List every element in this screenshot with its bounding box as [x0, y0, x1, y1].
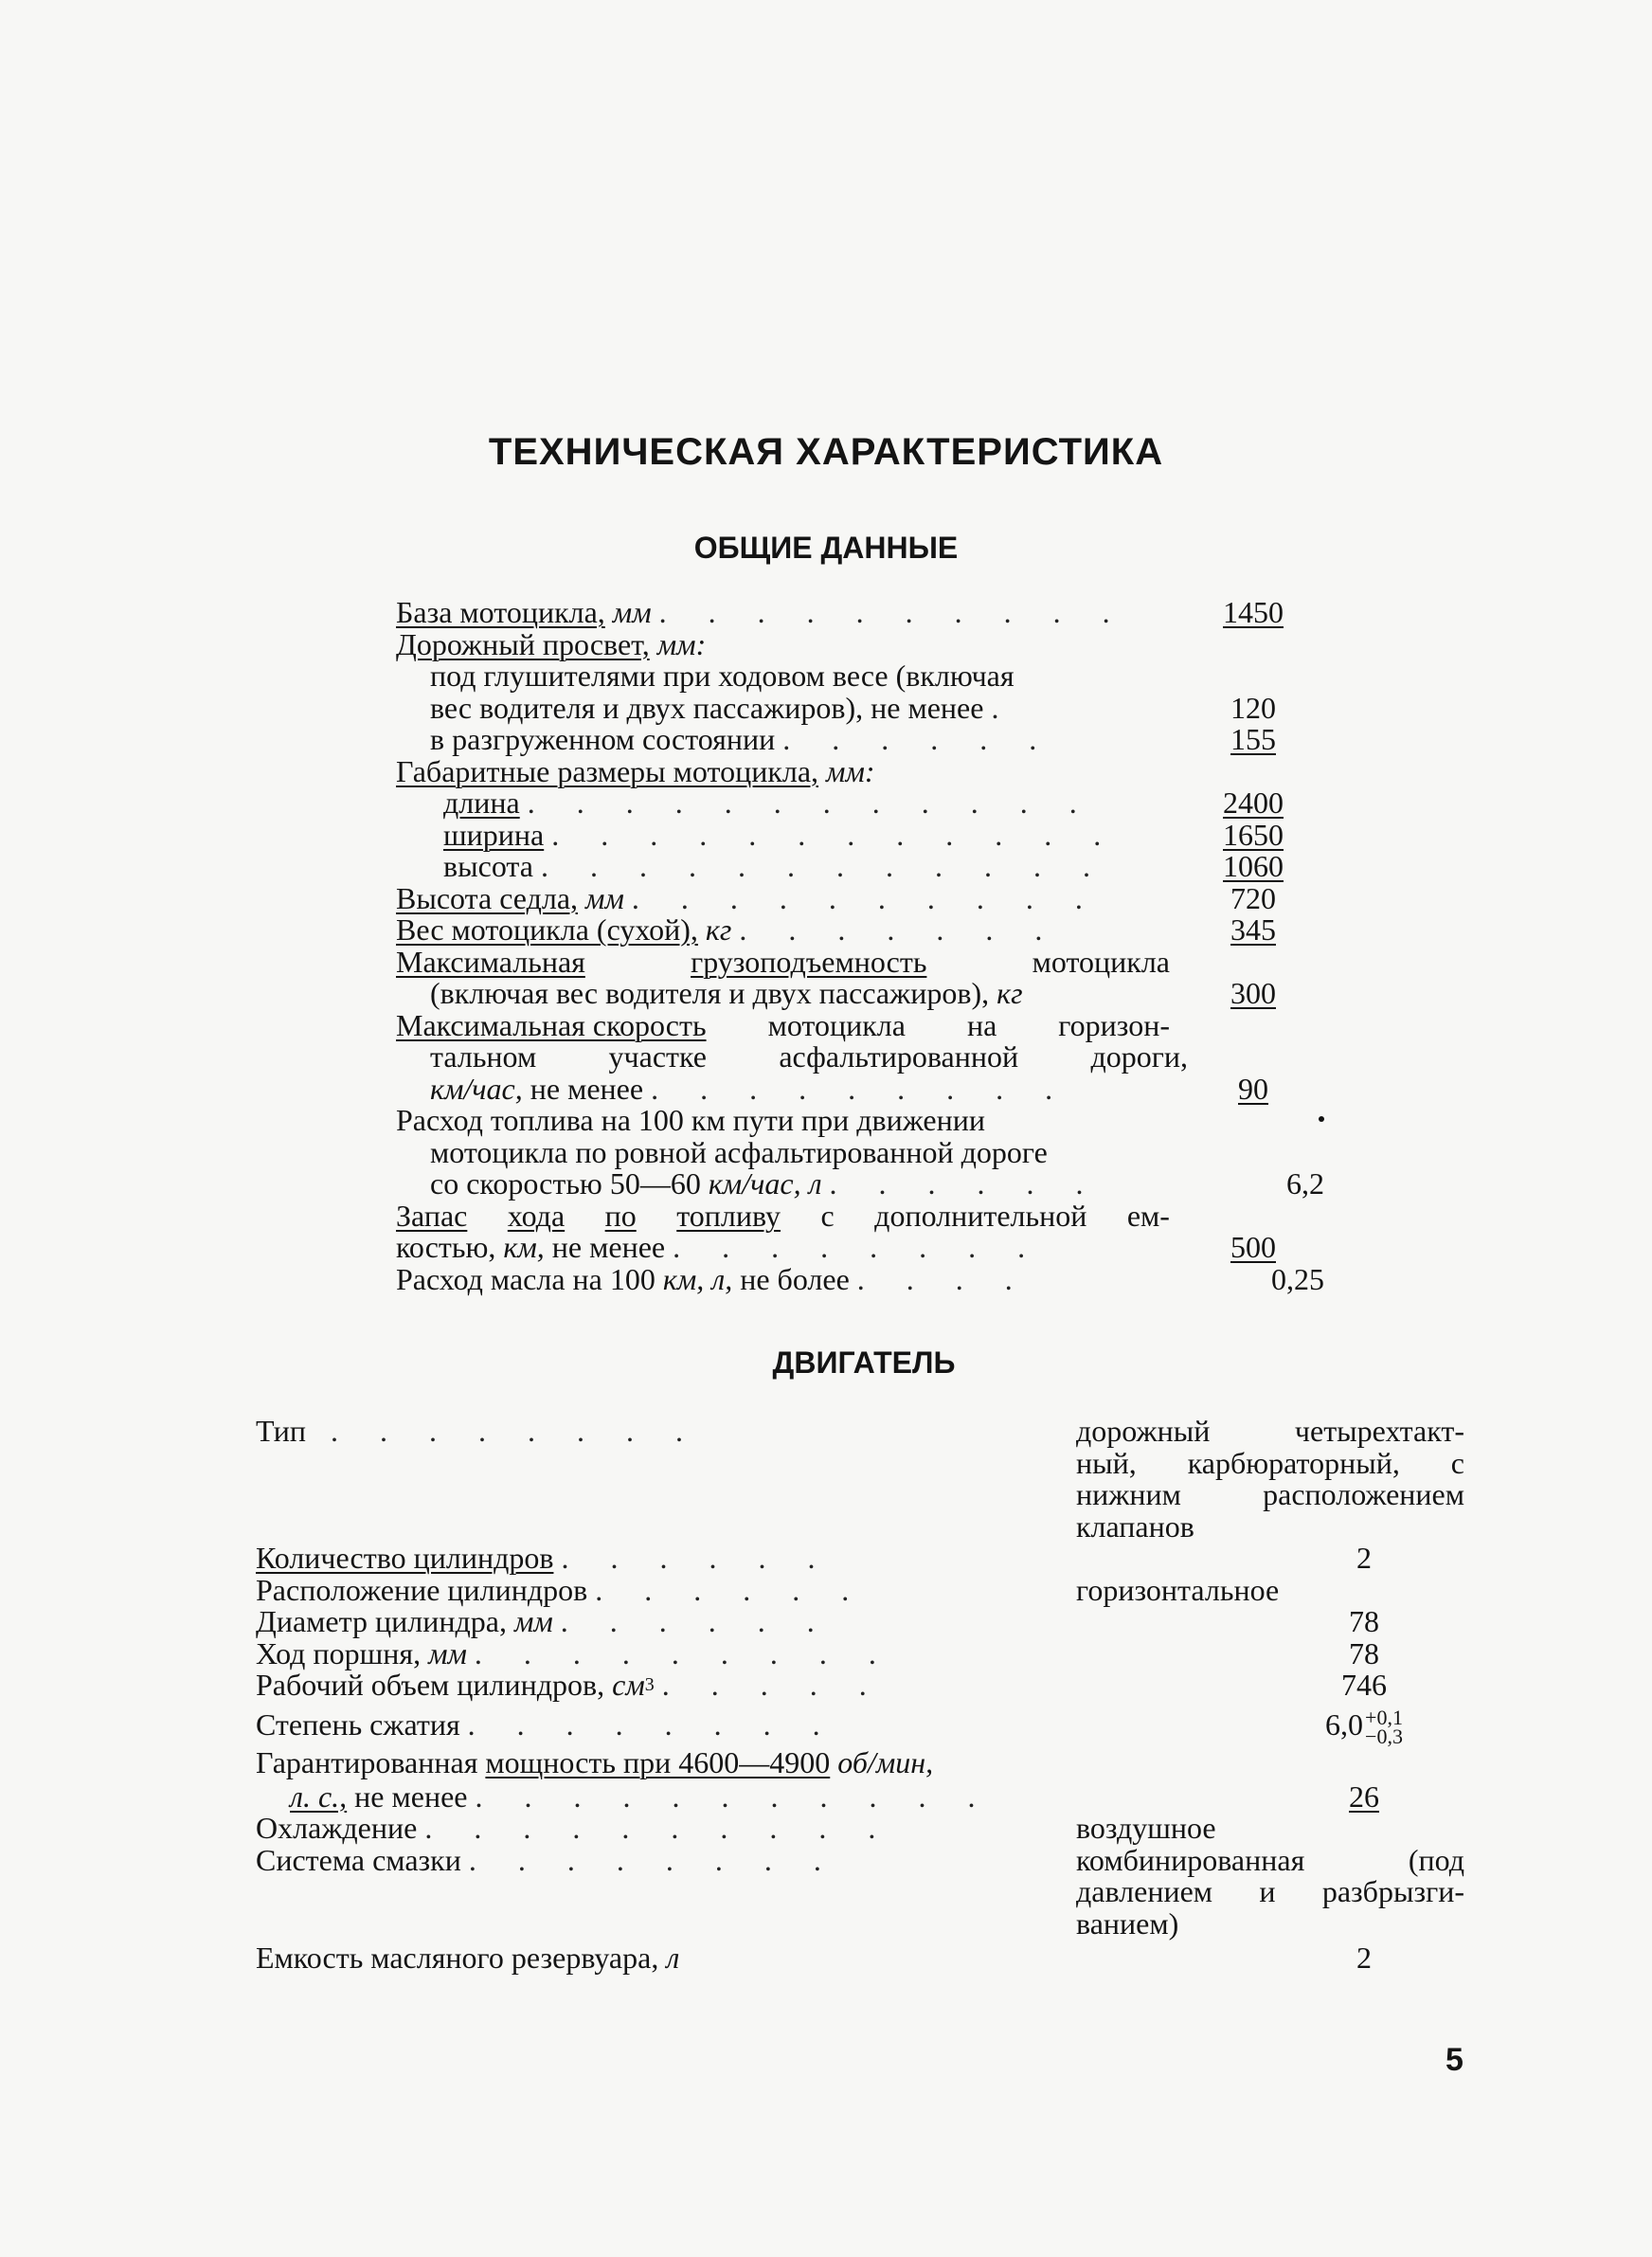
engine-value: 2 — [1356, 1541, 1372, 1575]
section-heading-general: ОБЩИЕ ДАННЫЕ — [693, 531, 959, 565]
general-data-list — [396, 595, 1324, 1296]
spec-value: 300 — [1230, 976, 1276, 1010]
engine-row-cooling: Охлаждение . . . . . . . . . . воздушное — [256, 1813, 1487, 1845]
spec-row-dimensions: Габаритные размеры мотоцикла, мм: — [396, 753, 875, 788]
engine-row-type: Тип . . . . . . . . дорожный четырехтакт- ный, карбюраторный, с нижним расположением клапанов — [256, 1414, 1464, 1544]
spec-value: 6,2 — [1286, 1166, 1324, 1201]
engine-row-bore: Диаметр цилиндра, мм . . . . . . 78 — [256, 1606, 1487, 1638]
engine-row-power-2: л. с., не менее . . . . . . . . . . . 26 — [256, 1781, 1487, 1814]
engine-value: 26 — [1349, 1779, 1379, 1814]
spec-row-speed-3: км/час, не менее . . . . . . . . . 90 — [396, 1074, 1305, 1106]
engine-value: воздушное — [1076, 1811, 1216, 1845]
spec-value: 720 — [1230, 880, 1276, 915]
ink-speck — [1319, 1116, 1324, 1122]
spec-row-weight: Вес мотоцикла (сухой), кг . . . . . . . 345 — [396, 914, 1305, 947]
spec-row-clearance-unloaded: в разгруженном состоянии . . . . . . 155 — [396, 724, 1305, 756]
spec-row-speed-2: тальном участке асфальтированной дороги, — [430, 1039, 1188, 1074]
engine-row-oil-tank: Емкость масляного резервуара, л 2 — [256, 1942, 1487, 1975]
section-heading-engine: ДВИГАТЕЛЬ — [772, 1345, 956, 1380]
spec-row-fuel-1: Расход топлива на 100 км пути при движении — [396, 1103, 985, 1137]
spec-row-fuel-2: мотоцикла по ровной асфальтированной дороге — [430, 1134, 1048, 1169]
engine-row-displacement: Рабочий объем цилиндров, $см^3$ . . . . . 746 — [256, 1670, 1487, 1702]
spec-value: 1650 — [1223, 817, 1284, 852]
engine-value: 2 — [1356, 1940, 1372, 1975]
engine-value: 746 — [1341, 1668, 1387, 1702]
spec-row-clearance-under-1: под глушителями при ходовом весе (включая — [430, 659, 1015, 693]
spec-value: 1450 — [1223, 595, 1284, 629]
spec-row-clearance-under-2: вес водителя и двух пассажиров), не менее . 120 — [396, 693, 1305, 725]
spec-row-oil-consumption: Расход масла на 100 км, л, не более . . . . 0,25 — [396, 1261, 1324, 1296]
engine-row-power-1: Гарантированная мощность при 4600—4900 об/мин, — [256, 1744, 934, 1779]
engine-value: комбинированная (под давлением и разбрызги- ванием) — [1076, 1842, 1464, 1941]
spec-value: 500 — [1230, 1230, 1276, 1264]
engine-row-compression: Степень сжатия . . . . . . . . 6,0+0,1 −0,3 — [256, 1702, 1487, 1747]
spec-row-payload-2: (включая вес водителя и двух пассажиров), кг 300 — [396, 978, 1305, 1010]
engine-row-cylinder-count: Количество цилиндров . . . . . . 2 — [256, 1543, 1487, 1575]
spec-value: 345 — [1230, 912, 1276, 947]
spec-row-seat: Высота седла, мм . . . . . . . . . . 720 — [396, 883, 1305, 915]
engine-value: 78 — [1349, 1635, 1379, 1670]
engine-value: 78 — [1349, 1604, 1379, 1638]
engine-value: горизонтальное — [1076, 1572, 1280, 1607]
spec-value: 0,25 — [1271, 1261, 1324, 1296]
page-number: 5 — [1446, 2042, 1463, 2078]
spec-row-clearance: Дорожный просвет, мм: — [396, 626, 707, 661]
spec-value: 2400 — [1223, 785, 1284, 820]
engine-row-cylinder-layout: Расположение цилиндров . . . . . . горизонтальное — [256, 1575, 1487, 1607]
spec-row-width: ширина . . . . . . . . . . . . 1650 — [396, 820, 1305, 852]
spec-row-range-2: костью, км, не менее . . . . . . . . 500 — [396, 1232, 1305, 1264]
engine-row-lubrication: Система смазки . . . . . . . . комбинированная (под давлением и разбрызги- ванием) — [256, 1842, 1464, 1941]
page-title: ТЕХНИЧЕСКАЯ ХАРАКТЕРИСТИКА — [488, 431, 1164, 473]
engine-value: 6,0+0,1 −0,3 — [1325, 1706, 1403, 1749]
spec-row-payload-1: Максимальная грузоподъемность мотоцикла — [396, 944, 1170, 979]
spec-row-height: высота . . . . . . . . . . . . 1060 — [396, 851, 1305, 883]
spec-value: 1060 — [1223, 849, 1284, 883]
engine-row-stroke: Ход поршня, мм . . . . . . . . . 78 — [256, 1638, 1487, 1670]
spec-value: 120 — [1230, 690, 1276, 725]
spec-row-length: длина . . . . . . . . . . . . 2400 — [396, 787, 1305, 820]
engine-value: дорожный четырехтакт- ный, карбюраторный, с нижним расположением клапанов — [1076, 1414, 1464, 1544]
spec-row-base: База мотоцикла, мм . . . . . . . . . . 1450 — [396, 597, 1305, 629]
spec-row-range-1: Запас хода по топливу с дополнительной ем- — [396, 1198, 1170, 1233]
spec-row-fuel-3: со скоростью 50—60 км/час, л . . . . . . 6,2 — [430, 1166, 1324, 1201]
spec-value: 90 — [1238, 1071, 1268, 1106]
spec-value: 155 — [1230, 722, 1276, 756]
spec-row-speed-1: Максимальная скорость мотоцикла на горизон- — [396, 1007, 1170, 1042]
engine-data-list — [256, 1416, 1487, 1974]
